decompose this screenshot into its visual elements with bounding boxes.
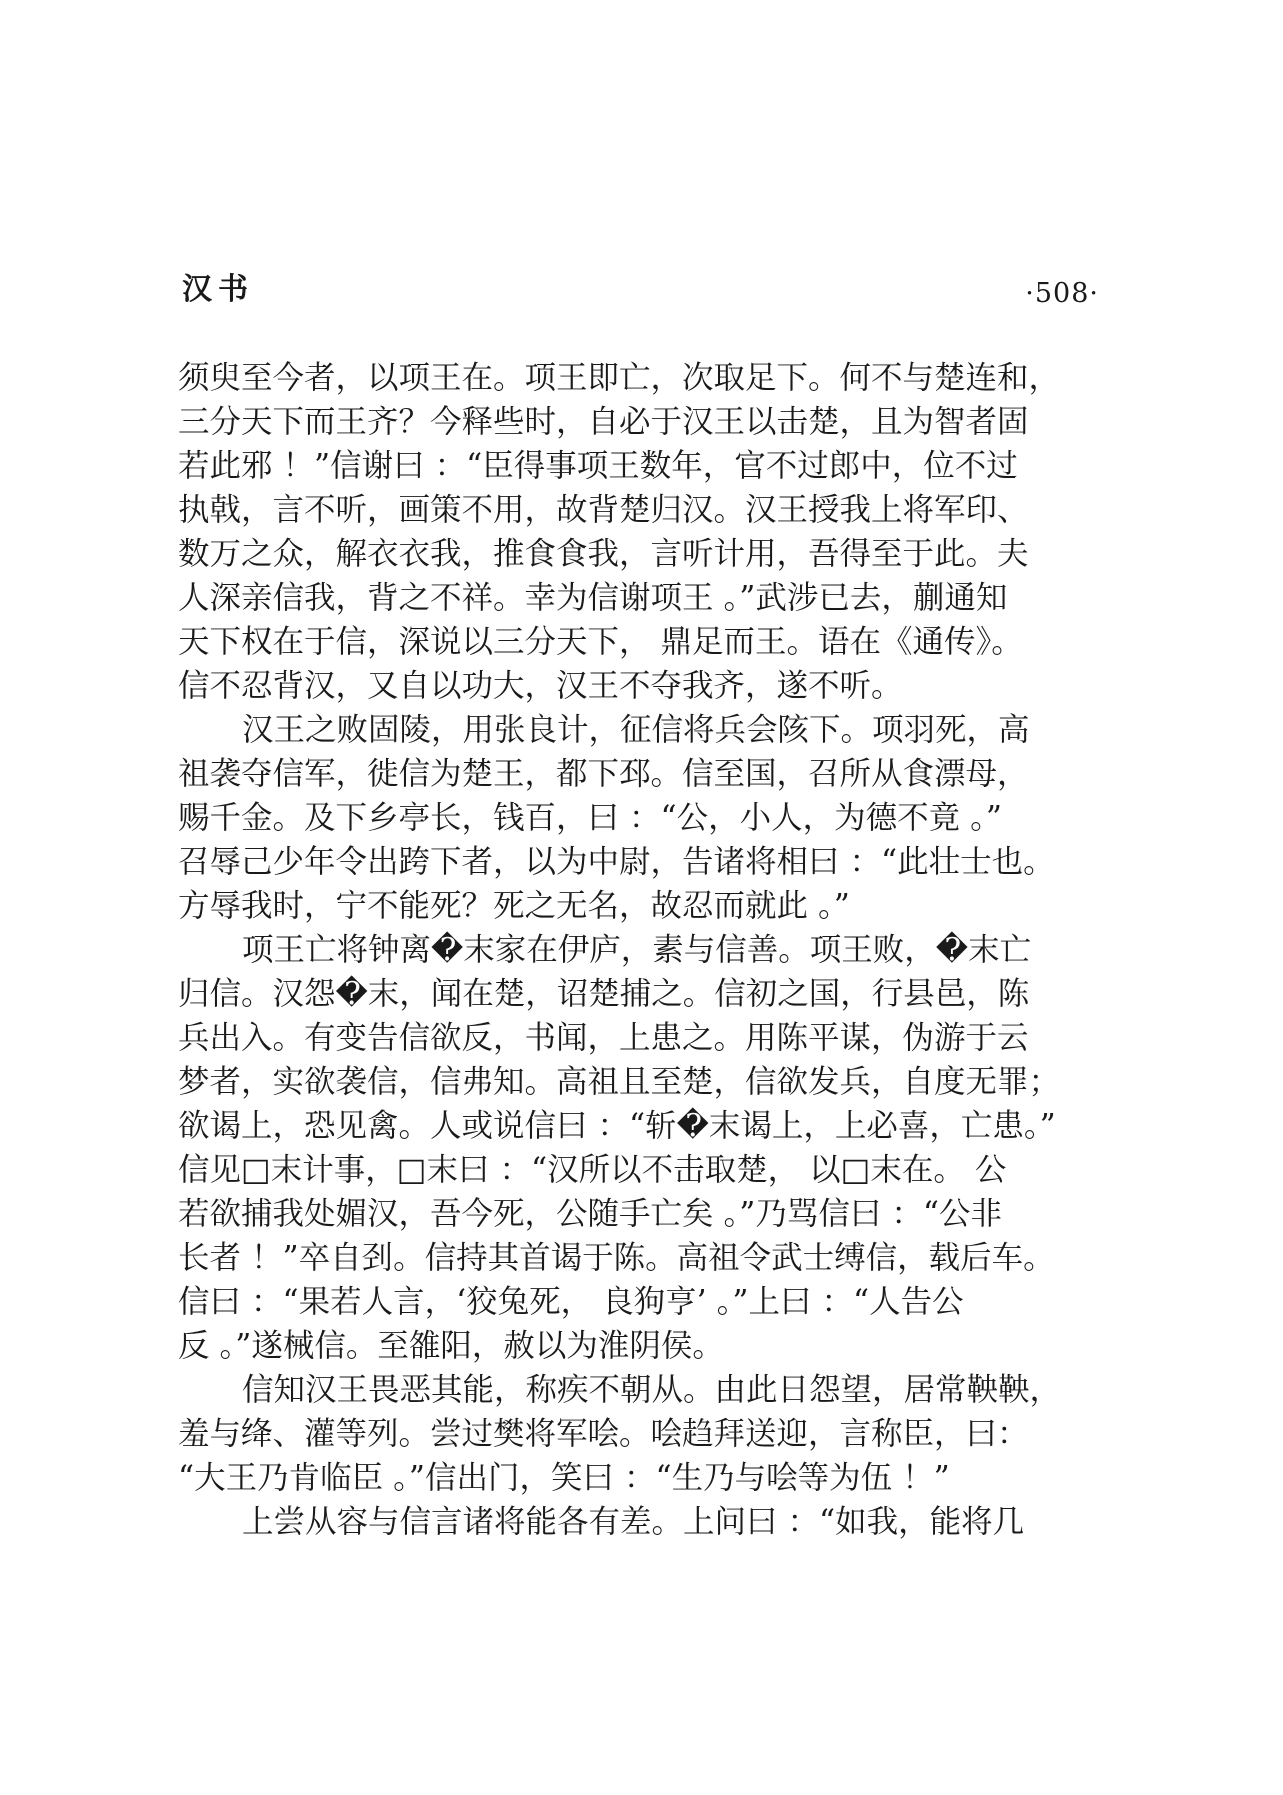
text-line: 人深亲信我，背之不祥。幸为信谢项王 。”武涉已去，蒯通知 — [178, 580, 1008, 616]
text-line: 召辱己少年令出跨下者，以为中尉，告诸将相曰 ：“此壮士也。 — [178, 844, 1055, 880]
text-line: 兵出入。有变告信欲反，书闻，上患之。用陈平谋，伪游于云 — [178, 1020, 1029, 1056]
text-line: 信不忍背汉，又自以功大，汉王不夺我齐，遂不听。 — [178, 668, 903, 704]
text-line: “大王乃肯临臣 。”信出门，笑曰 ：“生乃与哙等为伍 ！” — [178, 1460, 950, 1496]
text-line: 若欲捕我处媚汉，吾今死，公随手亡矣 。”乃骂信曰 ：“公非 — [178, 1196, 1002, 1232]
text-line: 归信。汉怨�末，闻在楚，诏楚捕之。信初之国，行县邑，陈 — [178, 976, 1030, 1012]
text-line: 汉王之败固陵，用张良计，征信将兵会陔下。项羽死，高 — [242, 712, 1030, 748]
text-line: 信知汉王畏恶其能，称疾不朝从。由此日怨望，居常鞅鞅， — [242, 1372, 1062, 1408]
text-line: 羞与绛、灌等列。尝过樊将军哙。哙趋拜送迎，言称臣，曰： — [178, 1416, 1029, 1452]
text-line: 若此邪 ！”信谢曰 ：“臣得事项王数年，官不过郎中，位不过 — [178, 448, 1018, 484]
text-line: 数万之众，解衣衣我，推食食我，言听计用，吾得至于此。夫 — [178, 536, 1029, 572]
text-line: 欲谒上，恐见禽。人或说信曰 ：“斩�末谒上，上必喜，亡患。” — [178, 1108, 1056, 1144]
text-line: 须臾至今者，以项王在。项王即亡，次取足下。何不与楚连和， — [178, 360, 1061, 396]
text-line: 项王亡将钟离�末家在伊庐，素与信善。项王败，�末亡 — [242, 932, 1032, 968]
text-line: 信见□末计事，□末曰 ：“汉所以不击取楚， 以□末在。 公 — [178, 1152, 1007, 1188]
text-line: 信曰 ：“果若人言，‘狡兔死， 良狗亨’ 。”上曰 ：“人告公 — [178, 1284, 964, 1320]
body-text — [178, 356, 1118, 1544]
book-title: 汉书 — [182, 272, 254, 307]
text-line: 祖袭夺信军，徙信为楚王，都下邳。信至国，召所从食漂母， — [178, 756, 1029, 792]
page-number: ·508· — [1025, 278, 1099, 309]
text-line: 方辱我时，宁不能死？死之无名，故忍而就此 。” — [178, 888, 850, 924]
text-line: 赐千金。及下乡亭长，钱百，曰 ：“公，小人，为德不竟 。” — [178, 800, 1002, 836]
text-line: 反 。”遂械信。至雒阳，赦以为淮阴侯。 — [178, 1328, 724, 1364]
text-line: 三分天下而王齐？今释些时，自必于汉王以击楚，且为智者固 — [178, 404, 1029, 440]
text-line: 天下权在于信，深说以三分天下， 鼎足而王。语在《通传》。 — [178, 624, 1023, 660]
text-line: 上尝从容与信言诸将能各有差。上问曰 ：“如我，能将几 — [242, 1504, 1025, 1540]
text-line: 梦者，实欲袭信，信弗知。高祖且至楚，信欲发兵，自度无罪； — [178, 1064, 1061, 1100]
text-line: 长者 ！”卒自刭。信持其首谒于陈。高祖令武士缚信，载后车。 — [178, 1240, 1055, 1276]
text-line: 执戟，言不听，画策不用，故背楚归汉。汉王授我上将军印、 — [178, 492, 1029, 528]
